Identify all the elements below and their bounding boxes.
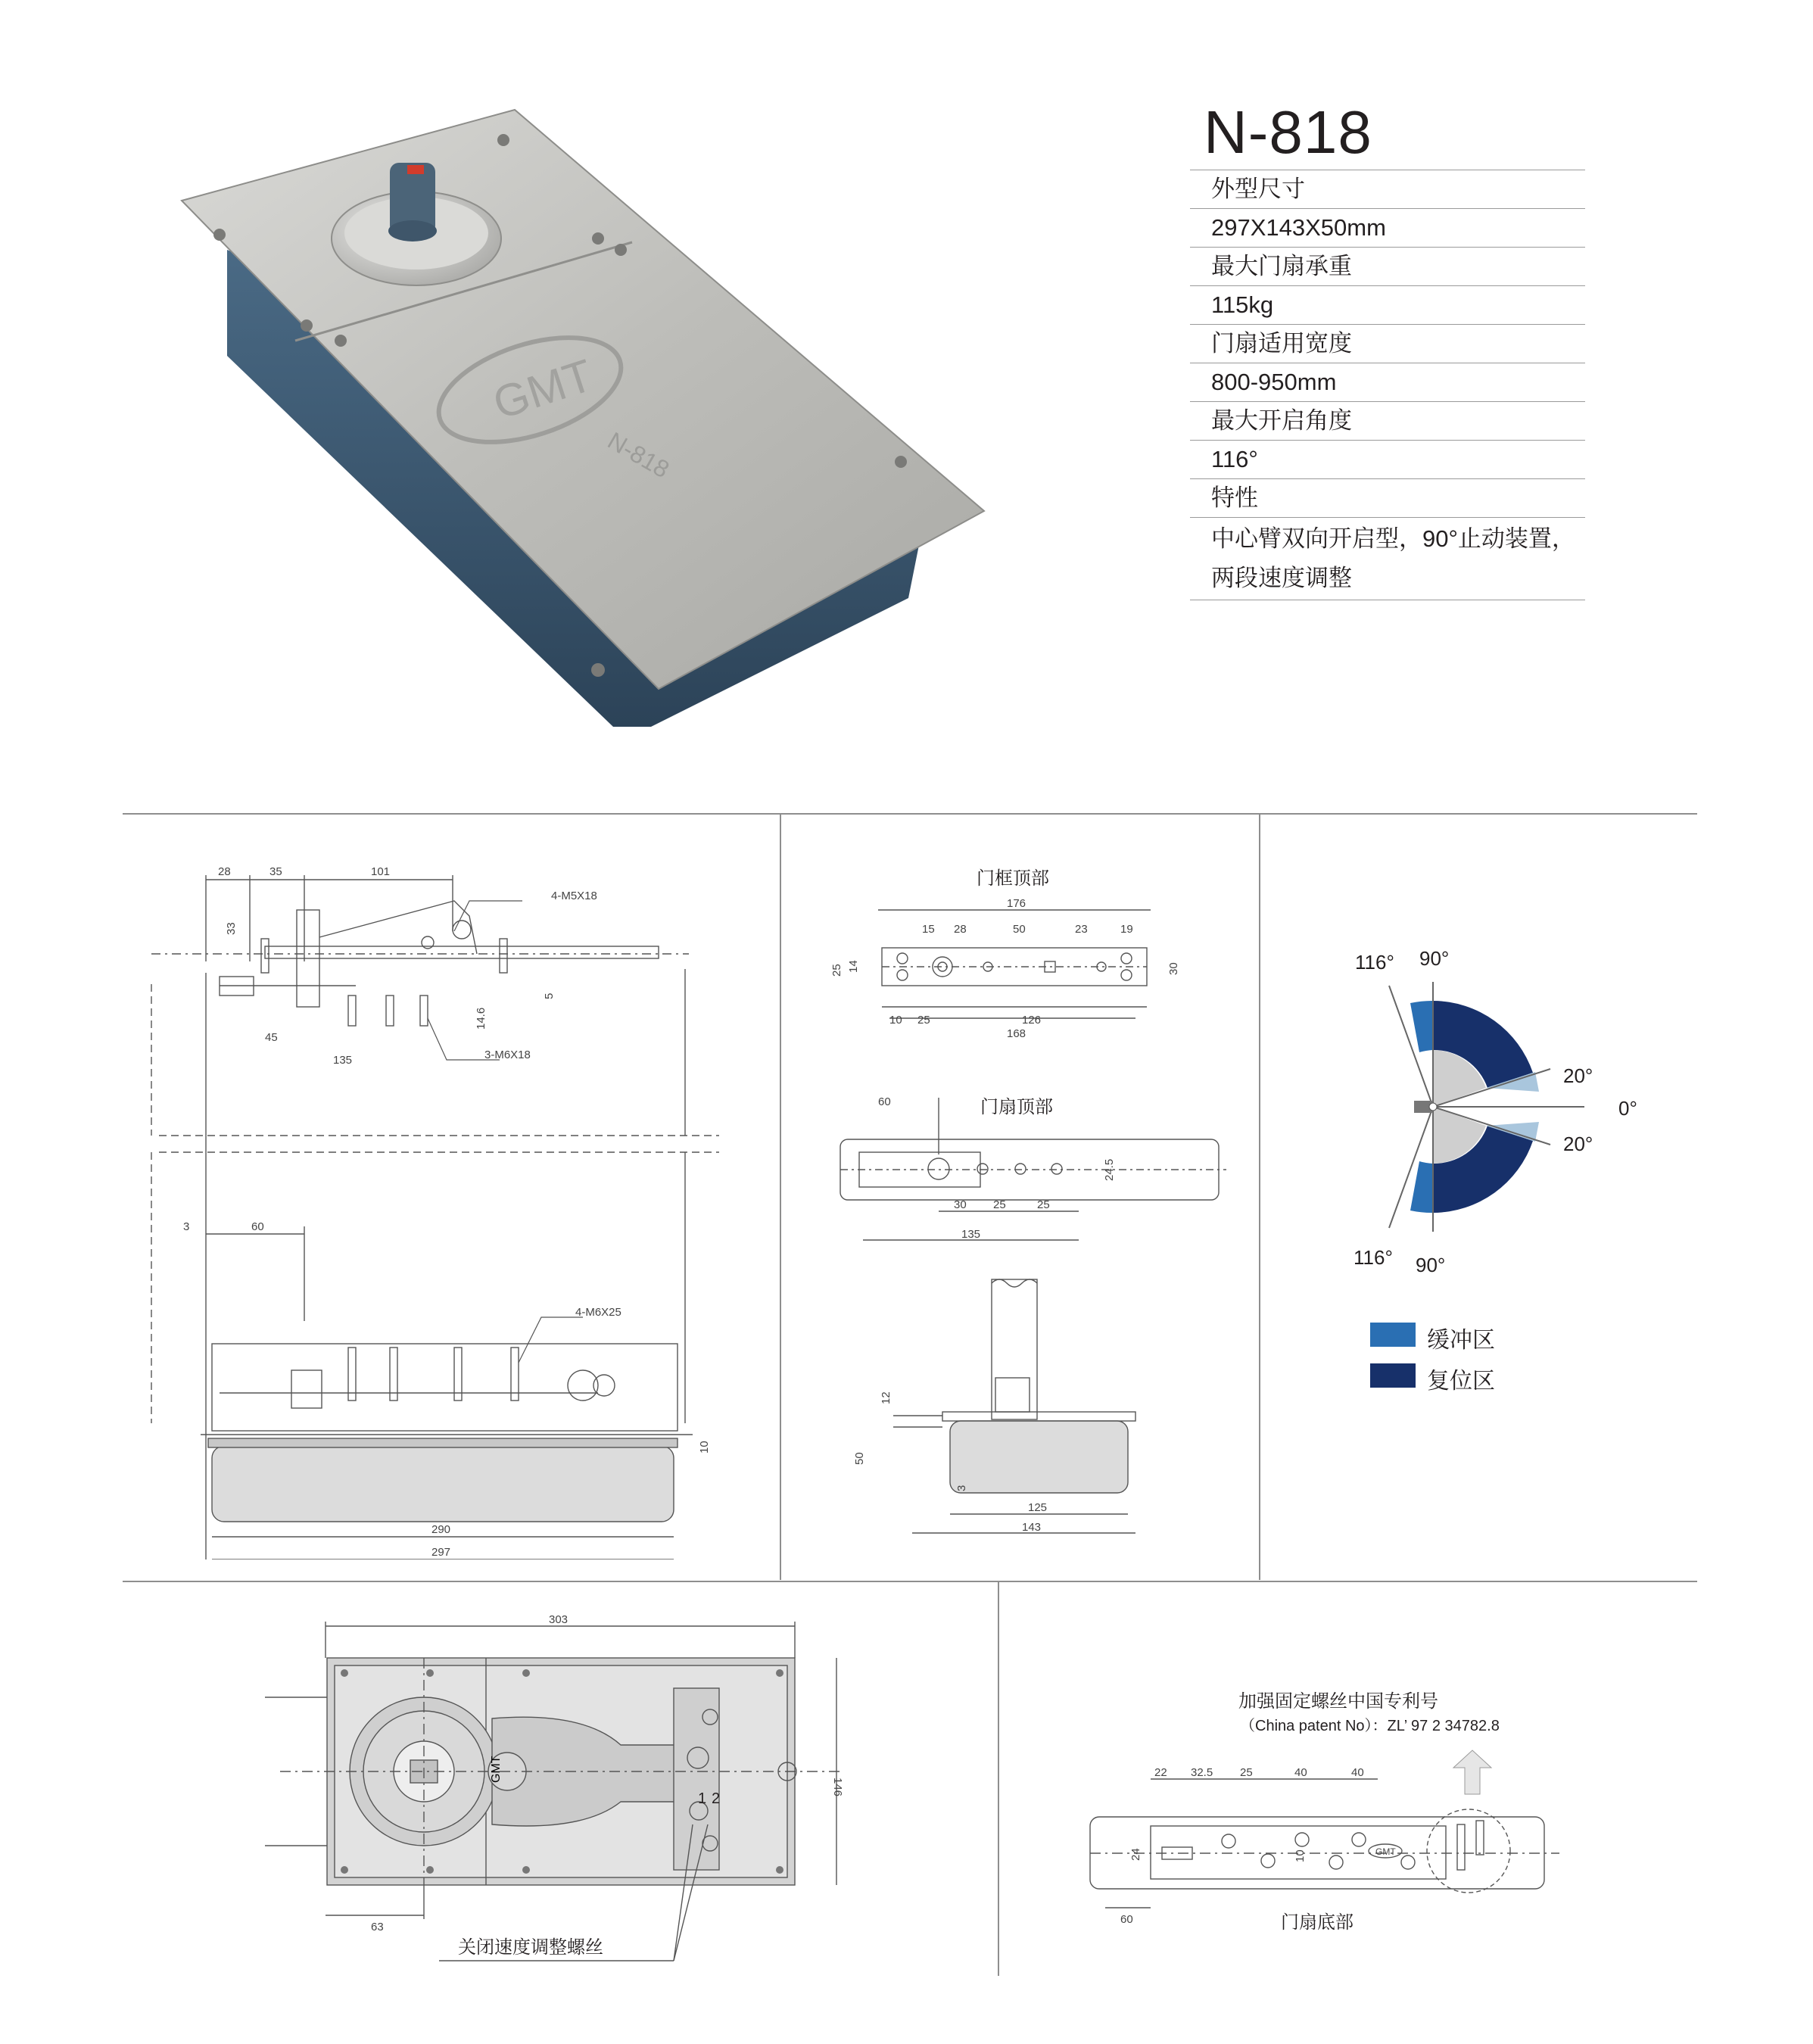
angle-label: 20° bbox=[1563, 1133, 1593, 1155]
dim-label: 25 bbox=[1037, 1198, 1050, 1211]
dim-label: 63 bbox=[371, 1921, 384, 1933]
dim-label: 33 bbox=[225, 922, 238, 935]
dim-label: 290 bbox=[431, 1523, 451, 1536]
spec-label: 特性 bbox=[1190, 478, 1585, 517]
plan-logo: GMT bbox=[490, 1756, 503, 1783]
dim-label: 15 bbox=[922, 923, 935, 936]
dim-label: 40 bbox=[1351, 1766, 1364, 1779]
dim-label: 101 bbox=[371, 865, 391, 878]
dim-label: 60 bbox=[878, 1095, 891, 1108]
legend-label: 复位区 bbox=[1427, 1369, 1495, 1394]
angle-label: 116° bbox=[1354, 1246, 1393, 1269]
divider bbox=[123, 813, 1697, 815]
spec-label: 最大门扇承重 bbox=[1190, 247, 1585, 285]
patent-number: （China patent No）：ZL’ 97 2 34782.8 bbox=[1240, 1718, 1500, 1734]
dim-label: 135 bbox=[333, 1054, 353, 1067]
screw-number: 1 bbox=[698, 1790, 707, 1807]
dim-label: 35 bbox=[269, 865, 282, 878]
divider bbox=[998, 1582, 999, 1976]
dim-label: 23 bbox=[1075, 923, 1088, 936]
callout: 4-M6X25 bbox=[575, 1306, 621, 1319]
spec-value: 116° bbox=[1190, 440, 1585, 478]
dim-label: 176 bbox=[1007, 897, 1026, 910]
product-photo bbox=[167, 98, 999, 742]
dim-label: 25 bbox=[830, 964, 843, 977]
dim-label: 3 bbox=[183, 1220, 190, 1233]
dim-label: 30 bbox=[954, 1198, 967, 1211]
dim-label: 5 bbox=[543, 992, 556, 999]
dim-label: 24.5 bbox=[1103, 1158, 1116, 1181]
spec-label: 门扇适用宽度 bbox=[1190, 324, 1585, 363]
top-plan-drawing bbox=[265, 1612, 855, 1976]
dim-label: 3 bbox=[955, 1485, 968, 1491]
photo-logo: GMT bbox=[487, 349, 599, 429]
model-title: N-818 bbox=[1204, 98, 1372, 166]
dim-label: 25 bbox=[917, 1014, 930, 1027]
opening-angle-diagram bbox=[1332, 931, 1665, 1295]
dim-label: 30 bbox=[1167, 962, 1180, 975]
dim-label: 168 bbox=[1007, 1027, 1026, 1040]
spec-value: 800-950mm bbox=[1190, 363, 1585, 401]
divider bbox=[123, 1581, 1697, 1582]
spec-feature-line: 两段速度调整 bbox=[1211, 565, 1352, 591]
door-bottom-title: 门扇底部 bbox=[1281, 1912, 1354, 1933]
frame-and-door-drawings bbox=[818, 848, 1241, 1559]
angle-label: 116° bbox=[1355, 951, 1394, 974]
dim-label: 60 bbox=[251, 1220, 264, 1233]
dim-label: 12 bbox=[880, 1391, 892, 1404]
dim-label: 25 bbox=[993, 1198, 1006, 1211]
dim-label: 50 bbox=[1013, 923, 1026, 936]
dim-label: 22 bbox=[1154, 1766, 1167, 1779]
divider bbox=[780, 814, 781, 1580]
door-top-title: 门扇顶部 bbox=[980, 1097, 1053, 1117]
dim-label: 297 bbox=[431, 1546, 451, 1559]
callout: 3-M6X18 bbox=[484, 1048, 531, 1061]
dim-label: 125 bbox=[1028, 1501, 1048, 1514]
frame-top-title: 门框顶部 bbox=[977, 868, 1049, 889]
side-elevation-drawing bbox=[129, 848, 749, 1559]
photo-engraving: N-818 bbox=[603, 426, 674, 484]
door-bottom-drawing bbox=[1075, 1681, 1590, 1961]
angle-label: 90° bbox=[1419, 947, 1450, 970]
dim-label: 10 bbox=[698, 1441, 711, 1454]
dim-label: 60 bbox=[1120, 1913, 1133, 1926]
dim-label: 10 bbox=[1294, 1849, 1307, 1862]
dim-label: 14.6 bbox=[475, 1007, 488, 1030]
spec-list bbox=[1190, 170, 1585, 600]
speed-screw-caption: 关闭速度调整螺丝 bbox=[458, 1937, 603, 1958]
dim-label: 10 bbox=[889, 1014, 902, 1027]
dim-label: 24 bbox=[1129, 1848, 1142, 1861]
dim-label: 32.5 bbox=[1191, 1766, 1213, 1779]
dim-label: 28 bbox=[218, 865, 231, 878]
spec-value bbox=[1190, 517, 1585, 600]
callout: 4-M5X18 bbox=[551, 890, 597, 902]
dim-label: 45 bbox=[265, 1031, 278, 1044]
dim-label: 50 bbox=[853, 1452, 866, 1465]
spec-value: 297X143X50mm bbox=[1190, 208, 1585, 247]
dim-label: 126 bbox=[1022, 1014, 1042, 1027]
bottom-logo: GMT bbox=[1375, 1846, 1396, 1857]
screw-number: 2 bbox=[712, 1790, 721, 1807]
spec-label: 最大开启角度 bbox=[1190, 401, 1585, 440]
patent-title: 加强固定螺丝中国专利号 bbox=[1238, 1691, 1438, 1712]
legend-label: 缓冲区 bbox=[1427, 1328, 1495, 1353]
angle-label: 0° bbox=[1618, 1097, 1637, 1120]
dim-label: 14 bbox=[847, 960, 860, 973]
dim-label: 19 bbox=[1120, 923, 1133, 936]
legend-swatch-reset bbox=[1370, 1363, 1416, 1388]
dim-label: 135 bbox=[961, 1228, 981, 1241]
spec-feature-line: 中心臂双向开启型，90°止动装置， bbox=[1211, 525, 1575, 552]
angle-label: 20° bbox=[1563, 1064, 1593, 1087]
spec-label: 外型尺寸 bbox=[1190, 170, 1585, 208]
dim-label: 25 bbox=[1240, 1766, 1253, 1779]
legend-swatch-buffer bbox=[1370, 1323, 1416, 1347]
spec-value: 115kg bbox=[1190, 285, 1585, 324]
dim-label: 146 bbox=[831, 1778, 844, 1797]
divider bbox=[1259, 814, 1260, 1580]
angle-label: 90° bbox=[1416, 1254, 1446, 1276]
dim-label: 40 bbox=[1294, 1766, 1307, 1779]
dim-label: 28 bbox=[954, 923, 967, 936]
dim-label: 303 bbox=[549, 1613, 569, 1626]
dim-label: 143 bbox=[1022, 1521, 1042, 1534]
